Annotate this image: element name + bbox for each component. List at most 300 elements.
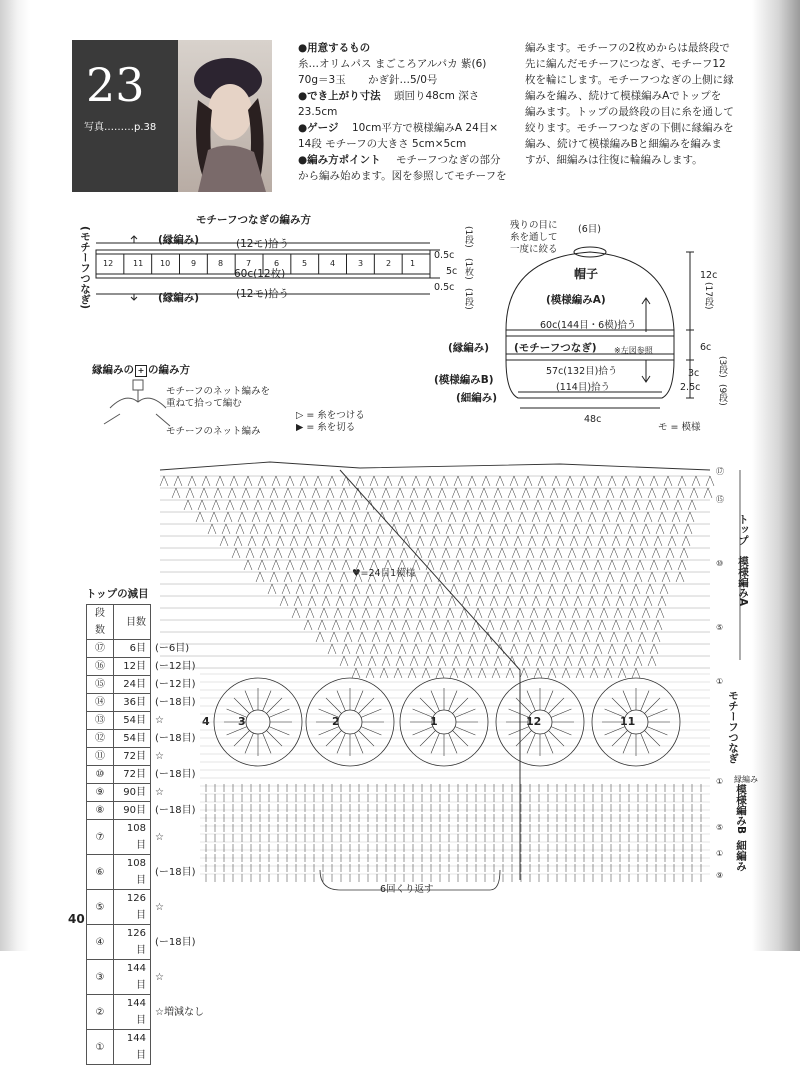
chart-stitch-mark <box>222 524 230 534</box>
chart-motif-spoke <box>545 691 553 711</box>
hat-top-note-1: 残りの目に <box>510 220 558 231</box>
motif-cell-12: 12 <box>103 259 114 268</box>
row-mark-1-top: ① <box>716 677 724 686</box>
chart-stitch-mark <box>432 524 440 534</box>
chart-stitch-mark <box>458 620 466 630</box>
chart-stitch-mark <box>298 488 306 498</box>
chart-motif-spoke <box>452 698 468 714</box>
chart-stitch-mark <box>332 620 340 630</box>
stitch-count: 36目 <box>114 694 151 712</box>
chart-stitch-mark <box>654 536 662 546</box>
chart-stitch-mark <box>534 668 542 678</box>
chart-stitch-mark <box>268 500 276 510</box>
chart-motif-spoke <box>266 730 282 746</box>
chart-stitch-mark <box>596 632 604 642</box>
edge-note-title-mark: + <box>135 365 147 377</box>
chart-stitch-mark <box>214 488 222 498</box>
chart-stitch-mark <box>580 644 588 654</box>
chart-stitch-mark <box>324 500 332 510</box>
chart-stitch-mark <box>274 548 282 558</box>
chart-stitch-mark <box>322 596 330 606</box>
edge-note-callout-2: 重ねて拾って編む <box>166 398 242 409</box>
chart-stitch-mark <box>610 632 618 642</box>
chart-stitch-mark <box>422 500 430 510</box>
chart-stitch-mark <box>490 596 498 606</box>
chart-stitch-mark <box>540 548 548 558</box>
chart-stitch-mark <box>402 620 410 630</box>
chart-stitch-mark <box>658 512 666 522</box>
chart-stitch-mark <box>448 512 456 522</box>
chart-stitch-mark <box>582 632 590 642</box>
stitch-change: (ー18目) <box>155 769 196 780</box>
chart-stitch-mark <box>532 596 540 606</box>
chart-stitch-mark <box>418 524 426 534</box>
chart-stitch-mark <box>472 536 480 546</box>
chart-stitch-mark <box>566 644 574 654</box>
chart-stitch-mark <box>376 608 384 618</box>
chart-stitch-mark <box>554 548 562 558</box>
chart-stitch-mark <box>374 620 382 630</box>
chart-stitch-mark <box>328 644 336 654</box>
chart-motif-spoke <box>644 698 660 714</box>
chart-stitch-mark <box>224 512 232 522</box>
chart-stitch-mark <box>262 536 270 546</box>
hat-dim-3c: 3c <box>688 368 700 379</box>
chart-stitch-mark <box>692 476 700 486</box>
chart-motif-spoke <box>545 733 553 753</box>
chart-stitch-mark <box>428 632 436 642</box>
chart-stitch-mark <box>588 596 596 606</box>
chart-stitch-mark <box>618 668 626 678</box>
chart-stitch-mark <box>402 536 410 546</box>
chart-stitch-mark <box>460 608 468 618</box>
chart-stitch-mark <box>592 656 600 666</box>
chart-stitch-mark <box>392 596 400 606</box>
chart-stitch-mark <box>336 596 344 606</box>
plus-box-icon <box>133 380 143 390</box>
chart-stitch-mark <box>340 656 348 666</box>
chart-label-top: トップ <box>737 514 749 546</box>
chart-stitch-mark <box>470 632 478 642</box>
chart-stitch-mark <box>556 536 564 546</box>
chart-stitch-mark <box>560 512 568 522</box>
chart-stitch-mark <box>606 488 614 498</box>
motif-join-side-label: (モチーフつなぎ) <box>79 226 91 310</box>
chart-stitch-mark <box>420 512 428 522</box>
chart-stitch-mark <box>510 476 518 486</box>
chart-stitch-mark <box>542 536 550 546</box>
chart-stitch-mark <box>436 500 444 510</box>
chart-motif-spoke <box>527 691 535 711</box>
chart-stitch-mark <box>520 668 528 678</box>
chart-stitch-mark <box>496 644 504 654</box>
chart-stitch-mark <box>304 536 312 546</box>
chart-stitch-mark <box>404 524 412 534</box>
chart-stitch-mark <box>258 560 266 570</box>
chart-stitch-mark <box>550 488 558 498</box>
chart-stitch-mark <box>350 512 358 522</box>
chart-stitch-mark <box>396 656 404 666</box>
chart-motif-spoke <box>516 698 532 714</box>
chart-stitch-mark <box>286 476 294 486</box>
chart-stitch-mark <box>256 488 264 498</box>
chart-stitch-mark <box>406 512 414 522</box>
chart-stitch-mark <box>416 620 424 630</box>
chart-stitch-mark <box>576 500 584 510</box>
chart-stitch-mark <box>590 668 598 678</box>
chart-stitch-mark <box>634 572 642 582</box>
chart-stitch-mark <box>296 500 304 510</box>
motif-cell-7: 7 <box>246 259 252 268</box>
chart-stitch-mark <box>186 488 194 498</box>
chart-stitch-mark <box>494 488 502 498</box>
chart-stitch-mark <box>492 584 500 594</box>
chart-stitch-mark <box>452 572 460 582</box>
chart-stitch-mark <box>526 632 534 642</box>
chart-stitch-mark <box>562 500 570 510</box>
chart-motif-spoke <box>337 733 345 753</box>
row-number: ① <box>87 1030 114 1065</box>
chart-stitch-mark <box>502 524 510 534</box>
chart-stitch-mark <box>210 512 218 522</box>
chart-stitch-mark <box>650 560 658 570</box>
legend-attach: ▷ = 糸をつける <box>296 410 365 421</box>
chart-stitch-mark <box>528 536 536 546</box>
chart-stitch-mark <box>322 512 330 522</box>
chart-motif-spoke <box>245 733 253 753</box>
chart-stitch-mark <box>390 608 398 618</box>
chart-stitch-mark <box>424 656 432 666</box>
chart-motif-spoke <box>551 727 571 735</box>
chart-stitch-mark <box>608 476 616 486</box>
chart-motif-spoke <box>326 730 342 746</box>
chart-stitch-mark <box>478 584 486 594</box>
stitch-count: 24目 <box>114 676 151 694</box>
chart-stitch-mark <box>604 500 612 510</box>
chart-stitch-mark <box>522 488 530 498</box>
chart-stitch-mark <box>588 512 596 522</box>
chart-stitch-mark <box>516 608 524 618</box>
chart-stitch-mark <box>400 548 408 558</box>
chart-stitch-mark <box>622 644 630 654</box>
chart-stitch-mark <box>362 608 370 618</box>
chart-stitch-mark <box>690 488 698 498</box>
chart-motif-spoke <box>227 709 247 717</box>
chart-motif-spoke <box>358 698 374 714</box>
chart-stitch-mark <box>544 608 552 618</box>
chart-stitch-mark <box>614 608 622 618</box>
chart-stitch-mark <box>198 500 206 510</box>
arrow-up-icon <box>131 236 137 243</box>
chart-stitch-mark <box>444 620 452 630</box>
chart-stitch-mark <box>298 572 306 582</box>
right-text-line-6: 絞ります。モチーフつなぎの下側に縁編みを <box>525 122 734 134</box>
chart-stitch-mark <box>344 548 352 558</box>
arrow-down-icon <box>642 360 650 382</box>
row-number: ⑨ <box>87 784 114 802</box>
chart-stitch-mark <box>678 560 686 570</box>
gauge-value-2: 14段 モチーフの大きさ 5cm×5cm <box>298 138 467 150</box>
motif-cell-6: 6 <box>274 259 280 268</box>
chart-stitch-mark <box>380 668 388 678</box>
stitch-change: ☆ <box>155 901 164 913</box>
chart-stitch-mark <box>622 560 630 570</box>
chart-stitch-mark <box>606 572 614 582</box>
hat-pickup-sc: (114目)拾う <box>556 382 611 393</box>
motif-join-bottom-label: (縁編み) <box>158 292 200 304</box>
chart-stitch-mark <box>252 512 260 522</box>
chart-stitch-mark <box>294 512 302 522</box>
gauge-title: ●ゲージ <box>298 122 339 134</box>
chart-stitch-mark <box>368 488 376 498</box>
chart-stitch-mark <box>638 548 646 558</box>
chart-motif-spoke <box>647 709 667 717</box>
chart-motif-spoke <box>263 733 271 753</box>
chart-stitch-mark <box>436 584 444 594</box>
chart-stitch-mark <box>174 476 182 486</box>
hat-pattern-a: (模様編みA) <box>546 294 606 306</box>
chart-stitch-mark <box>540 632 548 642</box>
stitch-change: ☆ <box>155 715 164 726</box>
chart-stitch-mark <box>586 608 594 618</box>
chart-stitch-mark <box>280 596 288 606</box>
row-mark-10: ⑩ <box>716 559 724 568</box>
chart-stitch-mark <box>352 668 360 678</box>
chart-stitch-mark <box>636 644 644 654</box>
chart-stitch-mark <box>462 596 470 606</box>
yarn-spec: 糸…オリムパス まごころアルパカ 紫(6) <box>298 58 487 70</box>
hat-bottom-width: 48c <box>584 414 602 425</box>
row-number: ⑥ <box>87 855 114 890</box>
chart-stitch-mark <box>500 536 508 546</box>
chart-stitch-mark <box>642 608 650 618</box>
hat-dim-top: 12c <box>700 270 718 281</box>
stitch-count: 126目 <box>114 890 151 925</box>
stitch-count: 108目 <box>114 855 151 890</box>
chart-stitch-mark <box>640 536 648 546</box>
chart-stitch-mark <box>634 488 642 498</box>
header-stitches: 目数 <box>114 605 151 640</box>
chart-motif-spoke <box>413 727 433 735</box>
chart-stitch-mark <box>584 620 592 630</box>
chart-stitch-mark <box>578 572 586 582</box>
chart-stitch-mark <box>466 488 474 498</box>
chart-stitch-mark <box>346 620 354 630</box>
chart-stitch-mark <box>638 632 646 642</box>
hat-label-edge: (縁編み) <box>448 342 490 354</box>
chart-stitch-mark <box>580 476 588 486</box>
chart-stitch-mark <box>374 536 382 546</box>
chart-stitch-mark <box>432 608 440 618</box>
chart-stitch-mark <box>348 608 356 618</box>
chart-stitch-mark <box>328 476 336 486</box>
chart-stitch-mark <box>634 656 642 666</box>
chart-stitch-mark <box>294 596 302 606</box>
chart-stitch-marks <box>160 476 714 882</box>
chart-stitch-mark <box>412 476 420 486</box>
chart-motif-spoke <box>509 709 529 717</box>
row-number: ⑮ <box>87 676 114 694</box>
chart-stitch-mark <box>628 608 636 618</box>
chart-motif-spoke <box>641 691 649 711</box>
chart-stitch-mark <box>486 536 494 546</box>
chart-motif-spoke <box>266 698 282 714</box>
gauge-value: 10cm平方で模様編みA 24目× <box>352 122 499 134</box>
motif-cell-8: 8 <box>218 259 224 268</box>
chart-motif-spoke <box>612 698 628 714</box>
chart-stitch-mark <box>532 512 540 522</box>
chart-repeat-bracket <box>320 870 500 890</box>
chart-stitch-mark <box>232 548 240 558</box>
motif-join-width: 60c(12枚) <box>234 268 286 280</box>
chart-motif-spoke <box>516 730 532 746</box>
chart-stitch-mark <box>342 644 350 654</box>
motif-join-title: モチーフつなぎの編み方 <box>196 214 311 226</box>
row-number: ⑧ <box>87 802 114 820</box>
chart-repeat-note: ♥=24目1模様 <box>352 568 416 579</box>
chart-stitch-mark <box>618 500 626 510</box>
chart-stitch-mark <box>574 596 582 606</box>
chart-stitch-mark <box>234 536 242 546</box>
chart-stitch-mark <box>312 488 320 498</box>
chart-stitch-mark <box>364 512 372 522</box>
chart-stitch-mark <box>238 512 246 522</box>
chart-stitch-mark <box>520 584 528 594</box>
chart-motif-spoke <box>269 709 289 717</box>
hat-pickup-a: 60c(144目・6模)拾う <box>540 320 637 331</box>
stitch-count: 126目 <box>114 925 151 960</box>
chart-motif-spoke <box>319 727 339 735</box>
chart-stitch-mark <box>412 560 420 570</box>
chart-stitch-mark <box>630 512 638 522</box>
chart-stitch-mark <box>424 488 432 498</box>
hat-rows-top: (17段) <box>703 282 713 310</box>
stitch-count: 72目 <box>114 766 151 784</box>
table-row <box>87 960 209 995</box>
chart-stitch-mark <box>362 524 370 534</box>
chart-stitch-mark <box>384 644 392 654</box>
chart-stitch-mark <box>494 572 502 582</box>
chart-stitch-mark <box>386 632 394 642</box>
row-mark-5-b: ⑤ <box>716 823 724 832</box>
chart-stitch-mark <box>342 560 350 570</box>
chart-stitch-mark <box>620 488 628 498</box>
chart-stitch-mark <box>486 620 494 630</box>
chart-stitch-mark <box>510 644 518 654</box>
chart-motif-4: 4 <box>202 715 210 728</box>
row-number: ⑬ <box>87 712 114 730</box>
chart-stitch-mark <box>284 488 292 498</box>
chart-motif-spoke <box>420 730 436 746</box>
chart-stitch-mark <box>626 620 634 630</box>
chart-stitch-mark <box>654 620 662 630</box>
chart-stitch-mark <box>302 548 310 558</box>
chart-stitch-mark <box>476 512 484 522</box>
chart-stitch-mark <box>380 500 388 510</box>
chart-stitch-mark <box>612 536 620 546</box>
motif-join-rows-mid: (1枚) <box>463 258 473 280</box>
chart-motif-spoke <box>269 727 289 735</box>
chart-stitch-mark <box>476 596 484 606</box>
row-number: ③ <box>87 960 114 995</box>
chart-motif-spoke <box>623 733 631 753</box>
chart-stitch-mark <box>544 524 552 534</box>
chart-stitch-mark <box>572 524 580 534</box>
chart-stitch-mark <box>520 500 528 510</box>
chart-stitch-mark <box>382 572 390 582</box>
stitch-count: 144目 <box>114 960 151 995</box>
chart-stitch-mark <box>562 584 570 594</box>
chart-stitch-mark <box>498 548 506 558</box>
chart-stitch-mark <box>272 560 280 570</box>
edge-note-callout-3: モチーフのネット編み <box>166 426 261 437</box>
chart-stitch-mark <box>358 548 366 558</box>
hat-rows-3: (3段) <box>717 356 727 378</box>
right-text-line-2: 先に編んだモチーフにつなぎ、モチーフ12 <box>525 58 726 70</box>
chart-stitch-mark <box>478 500 486 510</box>
chart-stitch-mark <box>652 548 660 558</box>
chart-stitch-mark <box>564 572 572 582</box>
hat-rows-9: (9段) <box>717 384 727 406</box>
chart-stitch-mark <box>358 632 366 642</box>
chart-stitch-mark <box>338 584 346 594</box>
chart-stitch-mark <box>686 512 694 522</box>
chart-stitch-mark <box>572 608 580 618</box>
chart-stitch-mark <box>496 476 504 486</box>
chart-stitch-mark <box>576 668 584 678</box>
chart-motif-spoke <box>361 709 381 717</box>
chart-stitch-mark <box>618 584 626 594</box>
chart-motif-spoke <box>623 691 631 711</box>
chart-stitch-mark <box>332 536 340 546</box>
chart-stitch-mark <box>608 644 616 654</box>
chart-motif-spoke <box>413 709 433 717</box>
chart-stitch-mark <box>236 524 244 534</box>
chart-stitch-mark <box>624 548 632 558</box>
edge-note-title-end: の編み方 <box>148 364 190 376</box>
right-text-line-1: 編みます。モチーフの2枚めからは最終段で <box>525 42 730 54</box>
chart-stitch-mark <box>552 644 560 654</box>
motif-join-bottom-pickup: (12モ)拾う <box>236 288 290 300</box>
chart-motif-spoke <box>319 709 339 717</box>
chart-stitch-mark <box>314 560 322 570</box>
stitch-change: (ー18目) <box>155 805 196 816</box>
chart-stitch-mark <box>354 572 362 582</box>
decrease-table-title: トップの減目 <box>86 588 149 600</box>
chart-stitch-mark <box>268 584 276 594</box>
hat-motif-band: (モチーフつなぎ) <box>514 342 597 354</box>
chart-stitch-mark <box>566 476 574 486</box>
chart-stitch-mark <box>568 632 576 642</box>
chart-stitch-mark <box>404 608 412 618</box>
chart-stitch-mark <box>512 632 520 642</box>
chart-stitch-mark <box>348 524 356 534</box>
hat-motif-band-outline <box>506 330 674 360</box>
chart-stitch-mark <box>446 524 454 534</box>
chart-stitch-mark <box>246 548 254 558</box>
chart-stitch-mark <box>652 632 660 642</box>
chart-stitch-mark <box>308 512 316 522</box>
chart-stitch-mark <box>684 524 692 534</box>
hat-title: 帽子 <box>574 267 599 281</box>
chart-stitch-mark <box>480 572 488 582</box>
chart-motif-spoke <box>337 691 345 711</box>
chart-stitch-mark <box>434 512 442 522</box>
chart-motif-spoke <box>647 727 667 735</box>
right-text-line-8: すが、細編みは往復に輪編みします。 <box>525 154 703 166</box>
motif-cell-5: 5 <box>302 259 308 268</box>
chart-stitch-mark <box>464 500 472 510</box>
